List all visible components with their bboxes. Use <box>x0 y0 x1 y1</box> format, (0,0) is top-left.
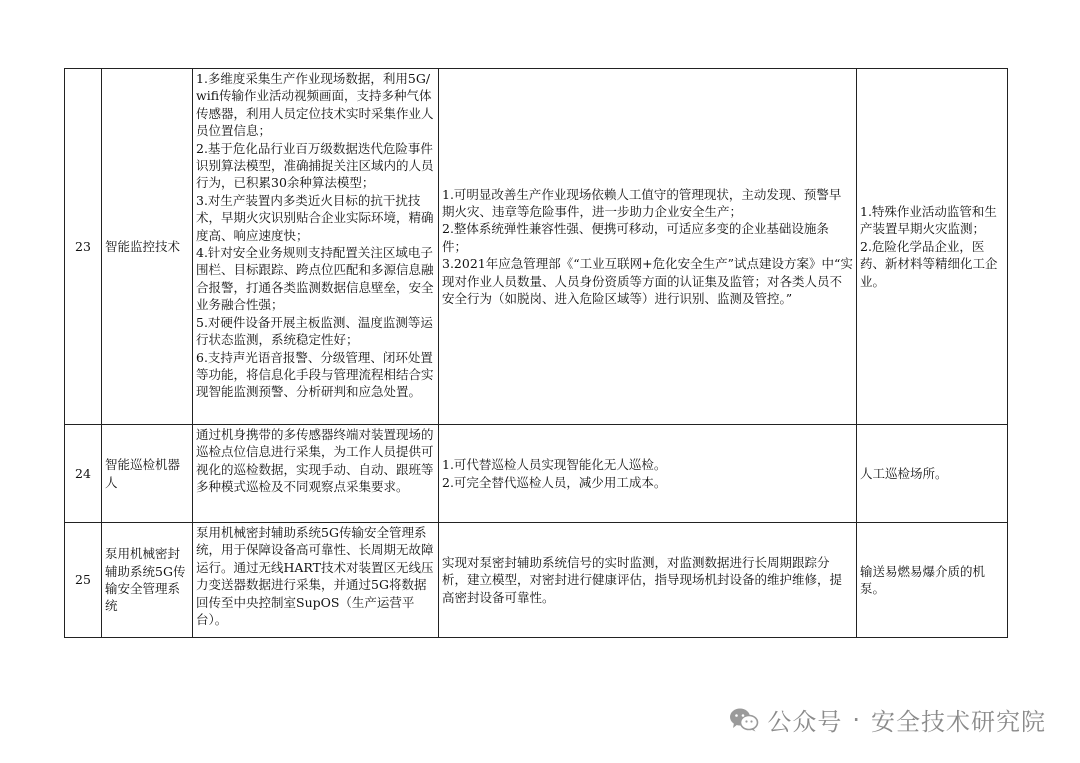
application-scene <box>857 523 1008 638</box>
technology-description <box>193 523 439 638</box>
description-line: 3.对生产装置内多类近火目标的抗干扰技术，早期火灾识别贴合企业实际环境，精确度高、响应速度快； <box>196 192 434 243</box>
scene-line: 输送易燃易爆介质的机泵。 <box>860 563 986 596</box>
technology-name: 智能巡检机器人 <box>102 425 193 523</box>
description-line: 5.对硬件设备开展主板监测、温度监测等运行状态监测，系统稳定性好； <box>196 314 433 348</box>
effect-line: 2.整体系统弹性兼容性强、便携可移动，可适应多变的企业基础设施条件； <box>442 221 829 254</box>
row-number: 25 <box>65 523 102 638</box>
effect-line: 1.可明显改善生产作业现场依赖人工值守的管理现状，主动发现、预警早期火灾、违章等危险事件，进一步助力企业安全生产； <box>442 186 842 219</box>
table-row <box>65 425 1008 523</box>
application-effect <box>439 425 857 523</box>
row-number: 24 <box>65 425 102 523</box>
description-line: 1.多维度采集生产作业现场数据，利用5G/wifi传输作业活动视频画面，支持多种气体传感器，利用人员定位技术实时采集作业人员位置信息； <box>196 71 434 139</box>
scene-line: 2.危险化学品企业，医药、新材料等精细化工企业。 <box>860 238 998 289</box>
technology-name: 智能监控技术 <box>102 69 193 425</box>
description-line: 4.针对安全业务规则支持配置关注区域电子围栏、目标跟踪、跨点位匹配和多源信息融合报警，打通各类监测数据信息壁垒，安全业务融合性强； <box>196 245 434 313</box>
description-line: 通过机身携带的多传感器终端对装置现场的巡检点位信息进行采集，为工作人员提供可视化的巡检数据，实现手动、自动、跟班等多种模式巡检及不同观察点采集要求。 <box>196 427 434 495</box>
wechat-icon <box>729 707 759 733</box>
table-row <box>65 69 1008 425</box>
watermark <box>729 702 1046 737</box>
effect-line: 1.可代替巡检人员实现智能化无人巡检。 <box>442 457 667 473</box>
technology-description <box>193 425 439 523</box>
effect-line: 实现对泵密封辅助系统信号的实时监测，对监测数据进行长周期跟踪分析，建立模型，对密封进行健康评估，指导现场机封设备的维护维修，提高密封设备可靠性。 <box>442 554 843 605</box>
application-scene <box>857 69 1008 425</box>
application-effect <box>439 523 857 638</box>
technology-description <box>193 69 439 425</box>
application-effect <box>439 69 857 425</box>
row-number: 23 <box>65 69 102 425</box>
scene-line: 1.特殊作业活动监管和生产装置早期火灾监测； <box>860 203 997 237</box>
effect-line: 3.2021年应急管理部《“工业互联网+危化安全生产”试点建设方案》中“实现对作业人员数量、人员身份资质等方面的认证集及监管；对各类人员不安全行为（如脱岗、进入危险区域等）进行识别、监测及管控。” <box>442 256 853 307</box>
table-row <box>65 523 1008 638</box>
description-line: 2.基于危化品行业百万级数据迭代危险事件识别算法模型，准确捕捉关注区域内的人员行为，已积累30余种算法模型； <box>196 140 434 191</box>
technology-name: 泵用机械密封辅助系统5G传输安全管理系统 <box>102 523 193 638</box>
watermark-separator: · <box>852 705 861 734</box>
watermark-prefix: 公众号 <box>767 708 843 736</box>
effect-line: 2.可完全替代巡检人员，减少用工成本。 <box>442 474 667 490</box>
scene-line: 人工巡检场所。 <box>860 465 948 481</box>
description-line: 泵用机械密封辅助系统5G传输安全管理系统，用于保障设备高可靠性、长周期无故障运行。通过无线HART技术对装置区无线压力变送器数据进行采集，并通过5G将数据回传至中央控制室SupOS（生产运营平台）。 <box>196 525 434 628</box>
description-line: 6.支持声光语音报警、分级管理、闭环处置等功能，将信息化手段与管理流程相结合实现智能监测预警、分析研判和应急处置。 <box>196 349 434 400</box>
watermark-name: 安全技术研究院 <box>871 708 1046 736</box>
application-scene <box>857 425 1008 523</box>
technology-table <box>64 68 1008 638</box>
